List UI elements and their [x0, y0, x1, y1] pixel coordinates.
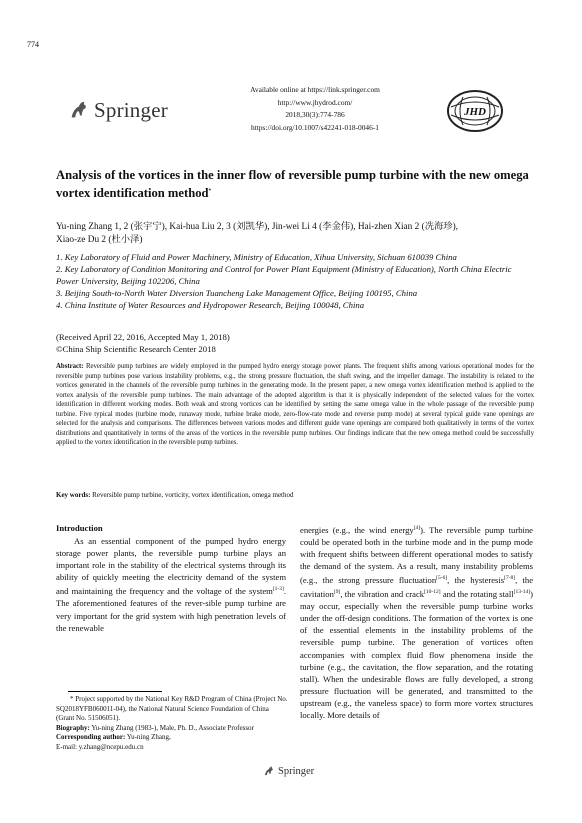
keywords-text: Reversible pump turbine, vorticity, vortex identification, omega method — [92, 491, 294, 499]
title-footnote-mark: * — [208, 188, 212, 194]
journal-url: http://www.jhydrod.com/ — [277, 97, 353, 107]
author-list — [56, 221, 536, 247]
jhd-seal-icon — [445, 89, 505, 133]
online-availability — [200, 84, 430, 134]
email-line: E-mail: y.zhang@ncepu.edu.cn — [56, 742, 144, 751]
springer-logo-text: Springer — [94, 97, 168, 122]
abstract — [56, 362, 534, 448]
footnote-divider — [68, 691, 162, 692]
affiliation-item: 1. Key Laboratory of Fluid and Power Machinery, Ministry of Education, Xihua University, Sichuan 610039 China — [56, 252, 457, 262]
footer-springer-logo — [263, 765, 314, 777]
keywords — [56, 491, 534, 499]
affiliation-item: 4. China Institute of Water Resources and Hydropower Research, Beijing 100048, China — [56, 300, 365, 310]
intro-left-column — [56, 522, 286, 634]
biography-label: Biography: — [56, 723, 90, 732]
section-heading: Introduction — [56, 523, 103, 533]
corresponding-text: Yu-ning Zhang, — [126, 733, 171, 742]
biography-text: Yu-ning Zhang (1983-), Male, Ph. D., Associate Professor — [91, 723, 254, 732]
corresponding-label: Corresponding author: — [56, 733, 126, 742]
project-support-note: * Project supported by the National Key R&D Program of China (Project No. SQ2018YFB060011-04), the National Natural Science Foundation of China (Grant No. 51506051). — [56, 695, 288, 723]
paper-title — [56, 167, 536, 201]
svg-text:JHD: JHD — [464, 106, 486, 118]
intro-paragraph-2: energies (e.g., the wind energy[4]). The reversible pump turbine could be operated both in the turbine mode and in the pump mode with frequent shifts between different operational modes to satisfy the demand of the system. As a result, many instability problems (e.g., the strong pressure fluctuation[5-6], the hysteresis[7-8], the cavitation[9], the vibration and crack[10-12] and the rotating stall[13-14]) may occur, especially when the reversible pump turbine works under the off-design conditions. The formation of the vortex is one of the essential elements in the instability problems of the reversible pump turbine. The generation of vortices often accompanies with complex fluid flow phenomena inside the turbine (e.g., the cavitation, the flow separation, and the rotating stall). When the undesirable flows are fully developed, a strong pressure fluctuation will be generated, and transmitted to the upstream (e.g., the vaneless space) to form more vortex structures locally. More details of — [300, 524, 534, 720]
footer-logo-text: Springer — [278, 765, 315, 777]
biography-note — [56, 724, 288, 734]
springer-horse-icon — [263, 765, 275, 777]
authors-line-1: Yu-ning Zhang 1, 2 (张宇宁), Kai-hua Liu 2, 3 (刘凯华), Jin-wei Li 4 (李金伟), Hai-zhen Xian 2 (冼海珍), — [56, 222, 459, 232]
page-number: 774 — [27, 40, 39, 49]
copyright-line: ©China Ship Scientific Research Center 2018 — [56, 344, 216, 354]
authors-line-2: Xiao-ze Du 2 (杜小泽) — [56, 235, 143, 245]
volume-pages: 2018,30(3):774-786 — [285, 110, 345, 119]
affiliations — [56, 251, 536, 311]
footnote — [56, 695, 288, 753]
intro-paragraph-1: As an essential component of the pumped hydro energy storage power plants, the reversible pump turbine plays an important role in the stability of the electrical systems through its ability of quickly meeting the electricity demand of the system and maintaining the frequency and the voltage of the system[1-3]. The aforementioned features of the rever-sible pump turbine are very important for the grid system with high penetration levels of the renewable — [56, 536, 286, 633]
journal-seal — [445, 89, 505, 133]
abstract-label: Abstract: — [56, 363, 84, 370]
springer-horse-icon — [68, 99, 90, 121]
affiliation-item: 3. Beijing South-to-North Water Diversion Tuancheng Lake Management Office, Beijing 100195, China — [56, 288, 418, 298]
received-info — [56, 331, 536, 355]
corresponding-note — [56, 733, 288, 743]
keywords-label: Key words: — [56, 491, 91, 499]
springer-logo — [68, 95, 188, 125]
online-line: Available online at https://link.springer.com — [250, 85, 380, 94]
abstract-text: Reversible pump turbines are widely employed in the pumped hydro energy storage power plants. The frequent shifts among various operational modes for the reversible pump turbines pose various instability problems, e.g., the strong pressure fluctuation, the shaft swing, and the impeller damage. The instability is related to the vortices generated in the channels of the reversible pump turbines in the generating mode. In the present paper, a new omega vortex identification method is applied to the vortex analysis of the reversible pump turbines. The main advantage of the adopted algorithm is that it is physically independent of the selected values for the vortex identification in different working modes. Both weak and strong vortices can be identified by setting the same omega value in the whole passage of the reversible pump turbine. Five typical modes (turbine mode, runaway mode, turbine brake mode, zero-flow-rate mode and reverse pump mode) at several typical guide vane openings are selected for the analysis and comparisons. The differences between various modes and different guide vane openings are compared both qualitatively in terms of the vortex distributions and quantitatively in terms of the areas of the vortices in the reversible pump turbines. Our findings indicate that the new omega method could be successfully applied to the vortex identification in the reversible pump turbines. — [56, 363, 534, 447]
affiliation-item: 2. Key Laboratory of Condition Monitoring and Control for Power Plant Equipment (Ministry of Education), North China Electric Power University, Beijing 102206, China — [56, 264, 512, 286]
title-text: Analysis of the vortices in the inner flow of reversible pump turbine with the new omega vortex identification method — [56, 168, 529, 201]
received-dates: (Received April 22, 2016, Accepted May 1, 2018) — [56, 332, 230, 342]
intro-right-column — [300, 522, 533, 721]
doi: https://doi.org/10.1007/s42241-018-0046-1 — [251, 122, 379, 132]
